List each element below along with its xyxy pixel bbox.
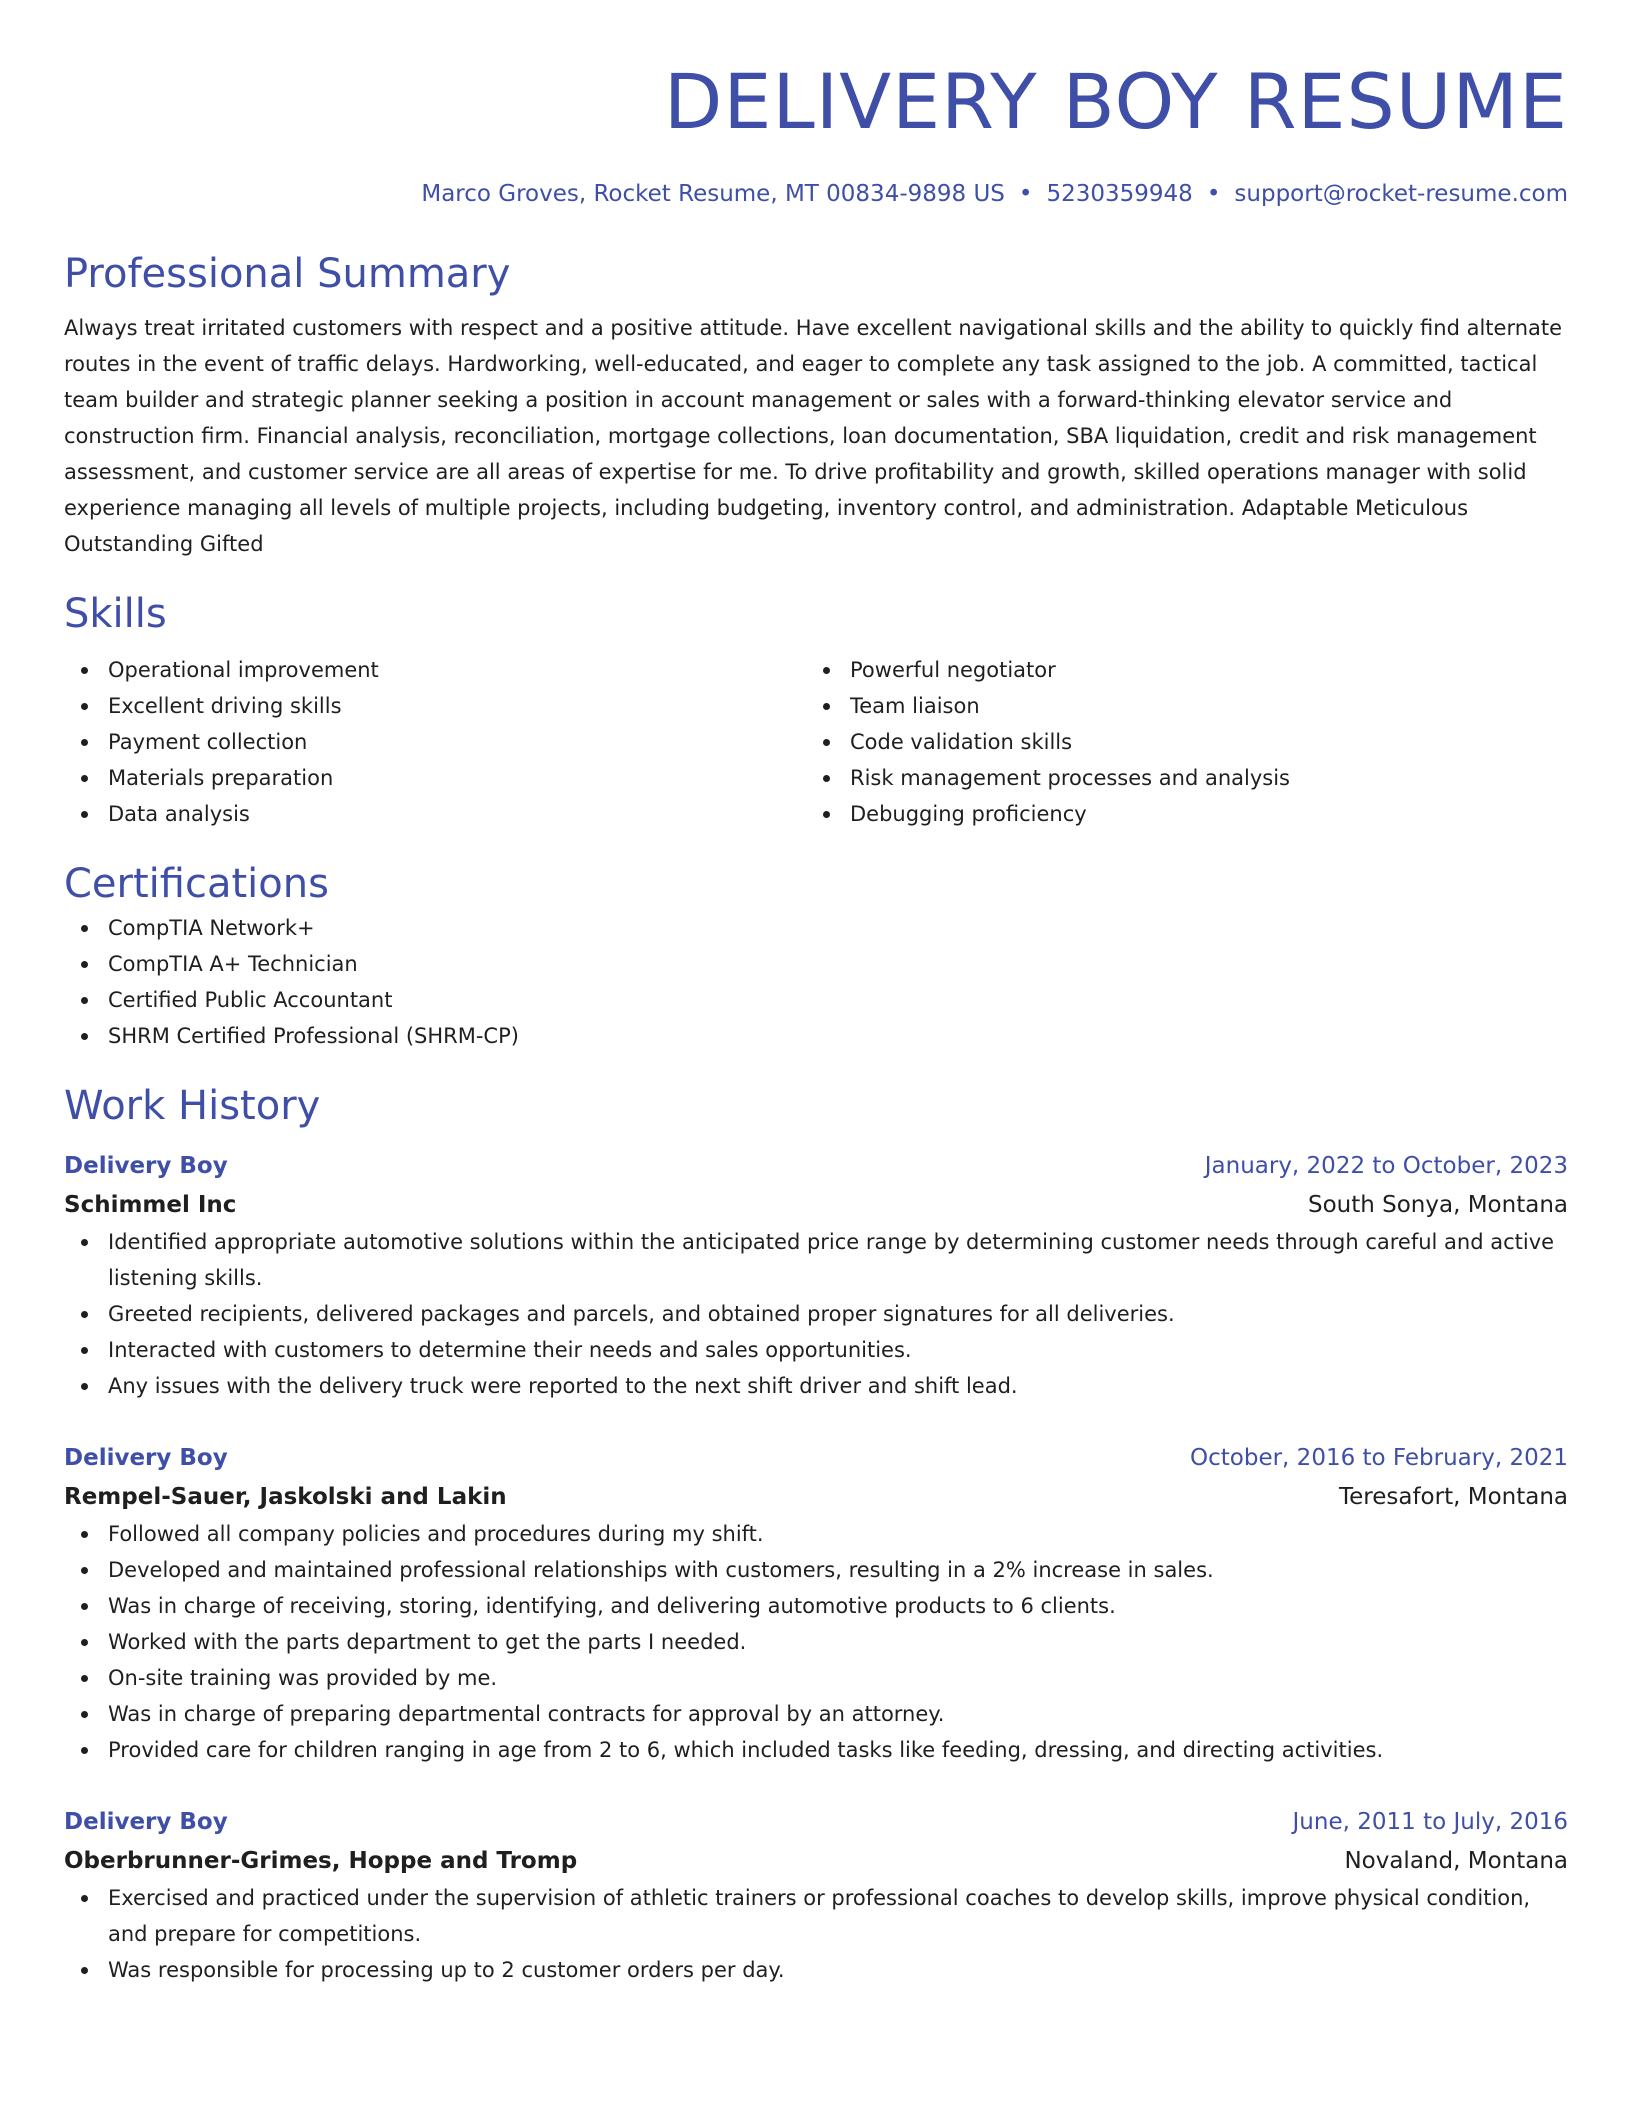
skills-heading: Skills [64, 591, 167, 637]
skill-item: Materials preparation [64, 760, 806, 796]
skills-list-left [64, 652, 806, 832]
job-bullet: Was responsible for processing up to 2 customer orders per day. [64, 1952, 1568, 1988]
work-history-heading: Work History [64, 1083, 321, 1129]
summary-heading: Professional Summary [64, 251, 511, 297]
job-bullet: Provided care for children ranging in age from 2 to 6, which included tasks like feeding, dressing, and directing activities. [64, 1732, 1568, 1768]
skill-item: Excellent driving skills [64, 688, 806, 724]
contact-line [64, 178, 1568, 210]
certifications-heading: Certifications [64, 861, 329, 907]
job-bullet: Exercised and practiced under the supervision of athletic trainers or professional coaches to develop skills, improve physical condition, and prepare for competitions. [64, 1880, 1568, 1952]
job-company-row [64, 1842, 1568, 1880]
contact-separator: • [1206, 181, 1221, 207]
job-title-row [64, 1146, 1568, 1186]
job-title: Delivery Boy [64, 1809, 228, 1835]
skill-item: Team liaison [806, 688, 1568, 724]
job-company-row [64, 1478, 1568, 1516]
contact-email: support@rocket-resume.com [1234, 181, 1568, 207]
skill-item: Debugging proficiency [806, 796, 1568, 832]
skill-item: Data analysis [64, 796, 806, 832]
job-bullet: Was in charge of preparing departmental contracts for approval by an attorney. [64, 1696, 1568, 1732]
resume-title: DELIVERY BOY RESUME [663, 57, 1568, 146]
job-bullets [64, 1516, 1568, 1768]
job-company-row [64, 1186, 1568, 1224]
job-bullets [64, 1880, 1568, 1988]
job-location: Novaland, Montana [1344, 1848, 1568, 1874]
job-title-row [64, 1438, 1568, 1478]
job-company: Rempel-Sauer, Jaskolski and Lakin [64, 1484, 507, 1510]
certification-item: CompTIA Network+ [64, 910, 1568, 946]
job-bullet: On-site training was provided by me. [64, 1660, 1568, 1696]
skills-list-right [806, 652, 1568, 832]
job-dates: January, 2022 to October, 2023 [1204, 1153, 1568, 1179]
contact-address: Marco Groves, Rocket Resume, MT 00834-9898 US [421, 181, 1005, 207]
job-dates: October, 2016 to February, 2021 [1190, 1445, 1568, 1471]
job-bullet: Developed and maintained professional relationships with customers, resulting in a 2% increase in sales. [64, 1552, 1568, 1588]
skill-item: Powerful negotiator [806, 652, 1568, 688]
job-bullet: Worked with the parts department to get the parts I needed. [64, 1624, 1568, 1660]
contact-separator: • [1018, 181, 1033, 207]
job-company: Oberbrunner-Grimes, Hoppe and Tromp [64, 1848, 578, 1874]
job-title: Delivery Boy [64, 1153, 228, 1179]
contact-phone: 5230359948 [1046, 181, 1193, 207]
job-bullet: Identified appropriate automotive solutions within the anticipated price range by determining customer needs through careful and active listening skills. [64, 1224, 1568, 1296]
job-bullet: Greeted recipients, delivered packages and parcels, and obtained proper signatures for all deliveries. [64, 1296, 1568, 1332]
summary-text: Always treat irritated customers with respect and a positive attitude. Have excellent navigational skills and the ability to quickly find alternate routes in the event of traffic delays. Hardworking, well-educated, and eager to complete any task assigned to the job. A committed, tactical team builder and strategic planner seeking a position in account management or sales with a forward-thinking elevator service and construction firm. Financial analysis, reconciliation, mortgage collections, loan documentation, SBA liquidation, credit and risk management assessment, and customer service are all areas of expertise for me. To drive profitability and growth, skilled operations manager with solid experience managing all levels of multiple projects, including budgeting, inventory control, and administration. Adaptable Meticulous Outstanding Gifted [64, 316, 1563, 556]
job-title: Delivery Boy [64, 1445, 228, 1471]
job-title-row [64, 1802, 1568, 1842]
skill-item: Operational improvement [64, 652, 806, 688]
resume-page [64, 0, 1568, 1988]
skill-item: Payment collection [64, 724, 806, 760]
skill-item: Risk management processes and analysis [806, 760, 1568, 796]
certification-item: SHRM Certified Professional (SHRM-CP) [64, 1018, 1568, 1054]
job-location: South Sonya, Montana [1307, 1192, 1568, 1218]
certifications-list [64, 910, 1568, 1054]
job-entry [64, 1146, 1568, 1404]
job-dates: June, 2011 to July, 2016 [1292, 1809, 1568, 1835]
job-bullet: Followed all company policies and procedures during my shift. [64, 1516, 1568, 1552]
certification-item: Certified Public Accountant [64, 982, 1568, 1018]
job-company: Schimmel Inc [64, 1192, 237, 1218]
skill-item: Code validation skills [806, 724, 1568, 760]
job-bullet: Was in charge of receiving, storing, identifying, and delivering automotive products to 6 clients. [64, 1588, 1568, 1624]
job-bullet: Interacted with customers to determine their needs and sales opportunities. [64, 1332, 1568, 1368]
job-bullet: Any issues with the delivery truck were reported to the next shift driver and shift lead. [64, 1368, 1568, 1404]
job-entry [64, 1438, 1568, 1768]
skills-grid [64, 652, 1568, 832]
job-location: Teresafort, Montana [1338, 1484, 1568, 1510]
job-entry [64, 1802, 1568, 1988]
certification-item: CompTIA A+ Technician [64, 946, 1568, 982]
job-bullets [64, 1224, 1568, 1404]
